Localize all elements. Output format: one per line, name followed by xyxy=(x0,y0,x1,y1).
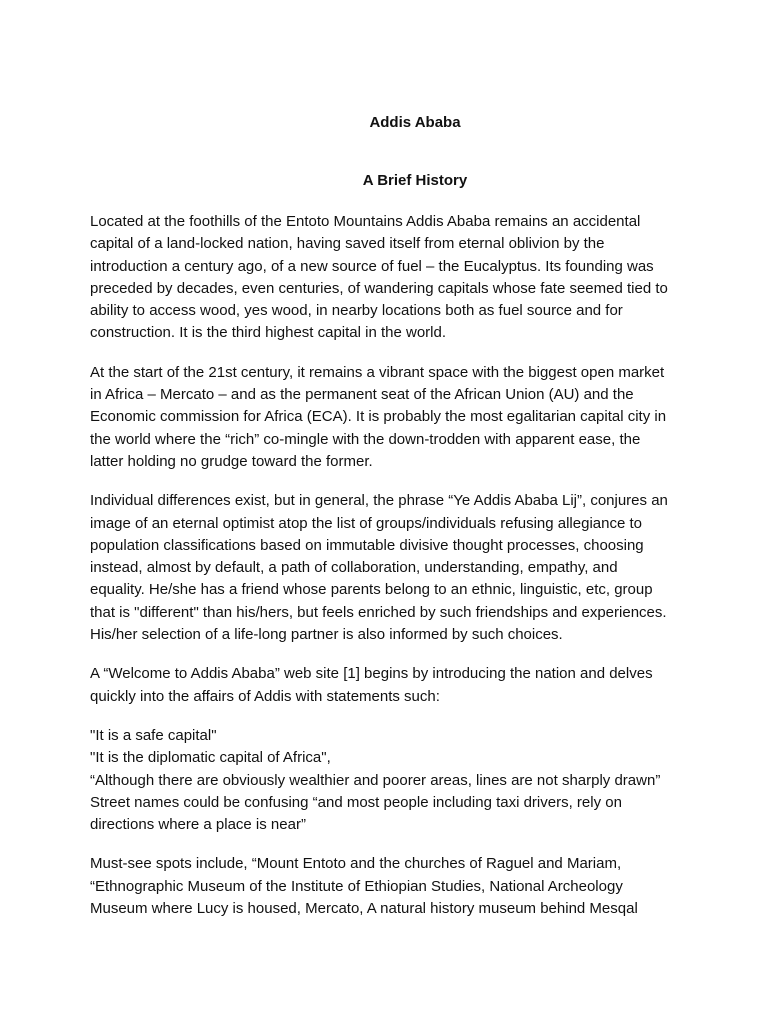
text-line: that is "different" than his/hers, but feels enriched by such friendships and experiences. xyxy=(90,603,667,621)
text-line: “Ethnographic Museum of the Institute of Ethiopian Studies, National Archeology xyxy=(90,877,623,895)
text-line: equality. He/she has a friend whose parents belong to an ethnic, linguistic, etc, group xyxy=(90,581,653,599)
text-line: Individual differences exist, but in general, the phrase “Ye Addis Ababa Lij”, conjures an xyxy=(90,492,668,510)
text-line: introduction a century ago, of a new source of fuel – the Eucalyptus. Its founding was xyxy=(90,257,654,275)
text-line: Economic commission for Africa (ECA). It is probably the most egalitarian capital city in xyxy=(90,408,667,426)
text-line: in Africa – Mercato – and as the permanent seat of the African Union (AU) and the xyxy=(90,386,634,404)
text-line: Street names could be confusing “and most people including taxi drivers, rely on xyxy=(90,793,622,811)
text-line: latter holding no grudge toward the former. xyxy=(90,452,373,470)
paragraph-21st-century xyxy=(90,362,690,473)
paragraph-intro xyxy=(90,211,690,345)
text-line: construction. It is the third highest capital in the world. xyxy=(90,324,447,342)
text-line: Museum where Lucy is housed, Mercato, A natural history museum behind Mesqal xyxy=(90,900,638,918)
text-line: preceded by decades, even centuries, of wandering capitals whose fate seemed tied to xyxy=(90,279,668,297)
text-line: Located at the foothills of the Entoto Mountains Addis Ababa remains an accidental xyxy=(90,213,641,230)
text-line: capital of a land-locked nation, having saved itself from eternal oblivion by the xyxy=(90,235,605,253)
text-line: His/her selection of a life-long partner is also informed by such choices. xyxy=(90,626,563,644)
paragraph-individual-differences xyxy=(90,490,690,646)
text-line: instead, almost by default, a path of collaboration, understanding, empathy, and xyxy=(90,559,618,577)
text-line: quickly into the affairs of Addis with statements such: xyxy=(90,687,440,705)
paragraph-must-see xyxy=(90,853,690,920)
text-line: At the start of the 21st century, it remains a vibrant space with the biggest open market xyxy=(90,363,665,381)
text-line: "It is the diplomatic capital of Africa", xyxy=(90,749,331,767)
text-line: A “Welcome to Addis Ababa” web site [1] begins by introducing the nation and delves xyxy=(90,665,653,683)
text-line: “Although there are obviously wealthier and poorer areas, lines are not sharply drawn” xyxy=(90,771,661,789)
text-line: image of an eternal optimist atop the list of groups/individuals refusing allegiance to xyxy=(90,514,642,532)
paragraph-quotes xyxy=(90,725,690,836)
document-subtitle: A Brief History xyxy=(362,172,468,189)
document-body xyxy=(90,211,690,937)
document-title: Addis Ababa xyxy=(369,114,461,131)
text-line: Must-see spots include, “Mount Entoto and the churches of Raguel and Mariam, xyxy=(90,855,622,873)
text-line: directions where a place is near” xyxy=(90,816,306,834)
text-line: the world where the “rich” co-mingle with the down-trodden with apparent ease, the xyxy=(90,430,641,448)
text-line: ability to access wood, yes wood, in nearby locations both as fuel source and for xyxy=(90,302,623,320)
text-line: population classifications based on immutable divisive thought processes, choosing xyxy=(90,536,644,554)
paragraph-welcome-site xyxy=(90,663,690,708)
text-line: "It is a safe capital" xyxy=(90,726,217,744)
